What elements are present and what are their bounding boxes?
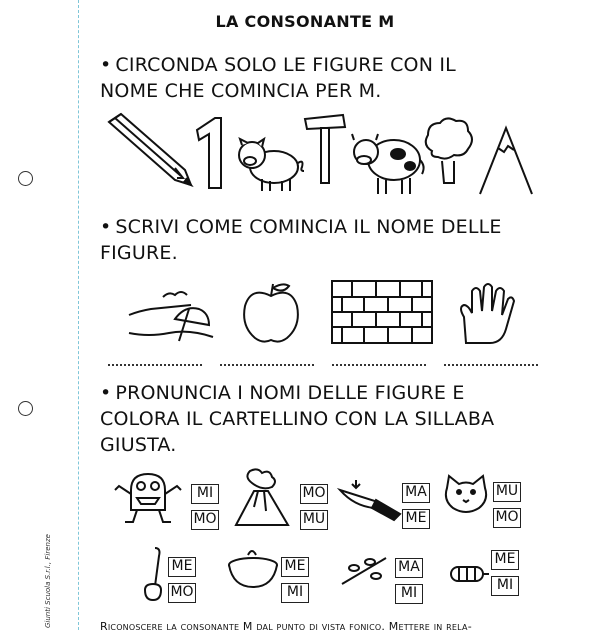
teacher-note: Riconoscere la consonante M dal punto di vista fonico. Mettere in rela- bbox=[100, 620, 472, 633]
hammer-icon[interactable] bbox=[303, 113, 347, 185]
volcano-icon bbox=[232, 467, 294, 529]
bullet-icon: • bbox=[100, 382, 112, 404]
instruction-circle bbox=[100, 52, 550, 104]
syllable-box[interactable]: MO bbox=[191, 510, 219, 530]
apple-icon[interactable] bbox=[241, 280, 301, 344]
binder-hole-middle bbox=[18, 401, 33, 416]
syllable-box[interactable]: MO bbox=[493, 508, 521, 528]
bullet-icon: • bbox=[100, 54, 112, 76]
branch-icon bbox=[340, 552, 388, 586]
instruction-line: COLORA IL CARTELLINO CON LA SILLABA bbox=[100, 408, 495, 430]
soup-bowl-icon bbox=[226, 545, 280, 591]
instruction-line: GIUSTA. bbox=[100, 434, 177, 456]
brick-wall-icon[interactable] bbox=[330, 279, 434, 345]
pig-icon[interactable] bbox=[236, 137, 306, 195]
syllable-box[interactable]: MI bbox=[491, 576, 519, 596]
cow-icon[interactable] bbox=[350, 130, 426, 198]
answer-field-2[interactable] bbox=[220, 354, 314, 366]
beach-umbrella-icon[interactable] bbox=[127, 283, 217, 345]
knife-icon bbox=[338, 478, 402, 522]
instruction-line: NOME CHE COMINCIA PER M. bbox=[100, 80, 382, 102]
salami-icon bbox=[447, 563, 489, 585]
answer-field-3[interactable] bbox=[332, 354, 426, 366]
syllable-box[interactable]: MU bbox=[300, 510, 328, 530]
syllable-box[interactable]: MI bbox=[191, 484, 219, 504]
instruction-write bbox=[100, 214, 550, 266]
monster-icon bbox=[113, 470, 183, 526]
publisher-credit: Giunti Scuola S.r.l., Firenze bbox=[44, 534, 52, 628]
syllable-box[interactable]: MO bbox=[300, 484, 328, 504]
syllable-box[interactable]: ME bbox=[491, 550, 519, 570]
syllable-box[interactable]: MA bbox=[402, 483, 430, 503]
bullet-icon: • bbox=[100, 216, 112, 238]
syllable-box[interactable]: MI bbox=[281, 583, 309, 603]
mountain-icon[interactable] bbox=[478, 124, 534, 196]
syllable-box[interactable]: ME bbox=[168, 557, 196, 577]
margin-guide-line bbox=[78, 0, 79, 630]
pencil-icon[interactable] bbox=[103, 112, 193, 187]
page-title: LA CONSONANTE M bbox=[215, 12, 395, 31]
syllable-box[interactable]: MI bbox=[395, 584, 423, 604]
answer-field-1[interactable] bbox=[108, 354, 202, 366]
syllable-box[interactable]: ME bbox=[402, 509, 430, 529]
syllable-box[interactable]: MU bbox=[493, 482, 521, 502]
instruction-pronounce bbox=[100, 380, 550, 458]
instruction-line: SCRIVI COME COMINCIA IL NOME DELLE bbox=[115, 216, 502, 238]
cat-icon bbox=[443, 474, 489, 514]
number-one-icon[interactable] bbox=[193, 116, 227, 190]
syllable-box[interactable]: MO bbox=[168, 583, 196, 603]
syllable-box[interactable]: ME bbox=[281, 557, 309, 577]
instruction-line: FIGURE. bbox=[100, 242, 178, 264]
tree-icon[interactable] bbox=[422, 115, 474, 185]
instruction-line: CIRCONDA SOLO LE FIGURE CON IL bbox=[115, 54, 456, 76]
syllable-box[interactable]: MA bbox=[395, 558, 423, 578]
binder-hole-top bbox=[18, 171, 33, 186]
hand-icon[interactable] bbox=[458, 283, 522, 345]
instruction-line: PRONUNCIA I NOMI DELLE FIGURE E bbox=[115, 382, 465, 404]
answer-field-4[interactable] bbox=[444, 354, 538, 366]
ladle-icon bbox=[143, 546, 163, 604]
